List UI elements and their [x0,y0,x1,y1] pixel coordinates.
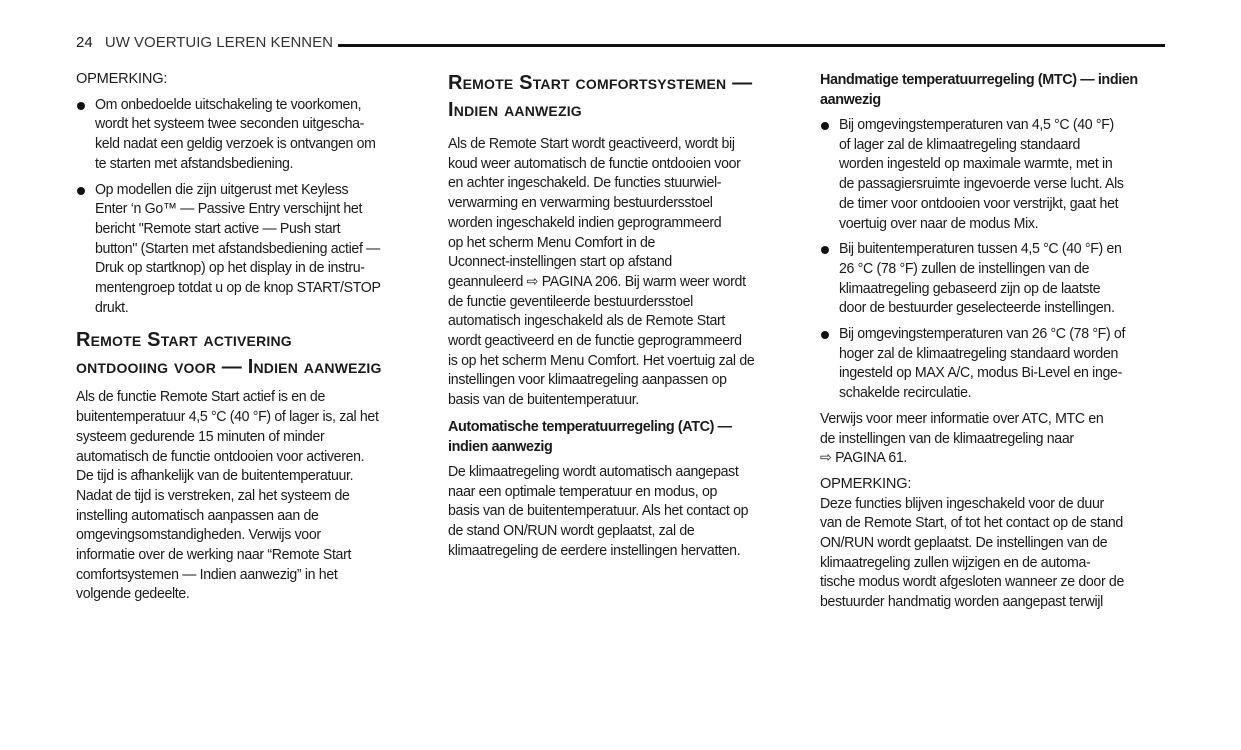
bullet-text: Om onbedoelde uitschakeling te voorkomen, wordt het systeem twee seconden uitgescha- keld nadat een geldig verzoek is ontvangen om te starten met afstandsbediening. [95,96,376,172]
bullet-icon [77,187,85,195]
column-2 [448,70,798,561]
note-label: OPMERKING: [820,475,912,492]
note-bullet-list [76,96,426,319]
bullet-list [820,116,1170,404]
note-label: OPMERKING: [76,71,168,87]
section-heading: Remote Start comfortsystemen — Indien aanwezig [448,72,753,121]
body-paragraph: De klimaatregeling wordt automatisch aangepast naar een optimale temperatuur en modus, op basis van de buitentemperatuur. Als het contact op de stand ON/RUN wordt geplaatst, zal de klimaatregeling de eerdere instellingen hervatten. [448,463,749,559]
bullet-icon [77,102,85,110]
chapter-title: UW VOERTUIG LEREN KENNEN [104,34,333,51]
list-item [820,325,1170,404]
list-item [820,116,1170,234]
list-item [76,96,426,175]
bullet-text: Bij buitentemperaturen tussen 4,5 °C (40 °F) en 26 °C (78 °F) zullen de instellingen van de klimaatregeling gebaseerd zijn op de laatste door de bestuurder geselecteerde instellingen. [839,241,1122,317]
running-header [76,34,333,52]
bullet-icon [821,122,829,130]
bullet-icon [821,331,829,339]
body-paragraph: Als de Remote Start wordt geactiveerd, wordt bij koud weer automatisch de functie ontdooien voor en achter ingeschakeld. De functies stuurwiel- verwarming en verwarming bestuurdersstoel worden ingeschakeld indien geprogrammeerd op het scherm Menu Comfort in de Uconnect-instellingen start op afstand geannuleerd ⇨ PAGINA 206. Bij warm weer wordt de functie geventileerde bestuurdersstoel automatisch ingeschakeld als de Remote Start wordt geactiveerd en de functie geprogrammeerd is op het scherm Menu Comfort. Het voertuig zal de instellingen voor klimaatregeling aanpassen op basis van de buitentemperatuur. [448,136,755,409]
header-rule [338,44,1165,47]
bullet-text: Op modellen die zijn uitgerust met Keyless Enter ‘n Go™ — Passive Entry verschijnt het bericht "Remote start active — Push start button" (Starten met afstandsbediening actief — Druk op startknop) op het display in de instru- mentengroep totdat u op de knop START/STOP drukt. [95,181,381,316]
bullet-text: Bij omgevingstemperaturen van 26 °C (78 °F) of hoger zal de klimaatregeling standaard worden ingesteld op MAX A/C, modus Bi-Level en inge- schakelde recirculatie. [839,326,1126,402]
body-paragraph: Verwijs voor meer informatie over ATC, MTC en de instellingen van de klimaatregeling naar ⇨ PAGINA 61. [820,410,1104,467]
page-number: 24 [76,34,93,51]
column-1 [76,70,426,605]
subheading: Handmatige temperatuurregeling (MTC) — indien aanwezig [820,72,1138,108]
column-3 [820,70,1170,613]
note-paragraph: Deze functies blijven ingeschakeld voor de duur van de Remote Start, of tot het contact op de stand ON/RUN wordt geplaatst. De instellingen van de klimaatregeling zullen wijzigen en de automa- tische modus wordt afgesloten wanneer ze door de bestuurder handmatig worden aangepast terwijl [820,495,1124,611]
body-paragraph: Als de functie Remote Start actief is en de buitentemperatuur 4,5 °C (40 °F) of lager is, zal het systeem gedurende 15 minuten of minder automatisch de functie ontdooien voor activeren. De tijd is afhankelijk van de buitentemperatuur. Nadat de tijd is verstreken, zal het systeem de instelling automatisch aanpassen aan de omgevingsomstandigheden. Verwijs voor informatie over de werking naar “Remote Start comfortsystemen — Indien aanwezig” in het volgende gedeelte. [76,389,379,603]
list-item [820,240,1170,319]
subheading: Automatische temperatuurregeling (ATC) — indien aanwezig [448,418,732,455]
section-heading: Remote Start activering ontdooiing voor — Indien aanwezig [76,329,382,378]
bullet-icon [821,246,829,254]
list-item [76,181,426,319]
bullet-text: Bij omgevingstemperaturen van 4,5 °C (40 °F) of lager zal de klimaatregeling standaard worden ingesteld op maximale warmte, met in de passagiersruimte ingevoerde verse lucht. Als de timer voor ontdooien voor verstrijkt, gaat het voertuig over naar de modus Mix. [839,117,1124,232]
